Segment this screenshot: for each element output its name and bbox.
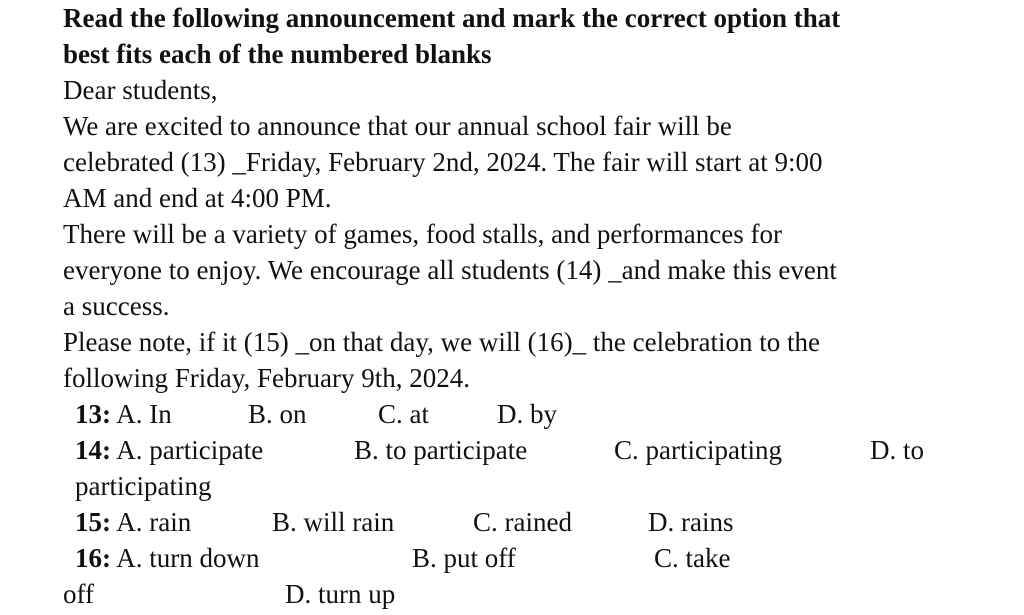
option-a: A. turn down [116, 543, 260, 573]
paragraph-3-line-1: Please note, if it (15) _on that day, we will (16)_ the celebration to the [63, 327, 821, 357]
instruction-title-line-1: Read the following announcement and mark the correct option that [63, 3, 841, 33]
option-c: C. participating [614, 435, 782, 465]
option-c: C. rained [473, 507, 572, 537]
paragraph-1-line-2: celebrated (13) _Friday, February 2nd, 2024. The fair will start at 9:00 [63, 147, 823, 177]
question-number: 16: [75, 543, 111, 573]
paragraph-3-line-2: following Friday, February 9th, 2024. [63, 363, 470, 393]
option-b: B. on [248, 399, 307, 429]
paragraph-2-line-2: everyone to enjoy. We encourage all students (14) _and make this event [63, 255, 837, 285]
question-14 [75, 432, 263, 468]
option-a: A. In [116, 399, 172, 429]
option-d: D. by [497, 399, 557, 429]
paragraph-1-line-3: AM and end at 4:00 PM. [63, 183, 332, 213]
question-number: 15: [75, 507, 111, 537]
question-13 [75, 396, 172, 432]
option-c: C. at [378, 399, 429, 429]
option-d: D. rains [648, 507, 734, 537]
paragraph-2-line-3: a success. [63, 291, 170, 321]
paragraph-1-line-1: We are excited to announce that our annual school fair will be [63, 111, 732, 141]
option-b: B. will rain [272, 507, 395, 537]
option-b: B. to participate [354, 435, 528, 465]
question-16 [75, 540, 260, 576]
option-c: C. take [654, 543, 731, 573]
option-d: D. turn up [285, 579, 396, 609]
option-b: B. put off [412, 543, 516, 573]
option-a: A. participate [116, 435, 264, 465]
option-d: D. to [870, 435, 924, 465]
question-15 [75, 504, 191, 540]
instruction-title-line-2: best fits each of the numbered blanks [63, 39, 492, 69]
greeting: Dear students, [63, 75, 218, 105]
paragraph-2-line-1: There will be a variety of games, food stalls, and performances for [63, 219, 782, 249]
option-d-continuation: participating [75, 471, 212, 501]
question-number: 14: [75, 435, 111, 465]
question-number: 13: [75, 399, 111, 429]
option-a: A. rain [116, 507, 192, 537]
option-c-continuation: off [63, 579, 94, 609]
